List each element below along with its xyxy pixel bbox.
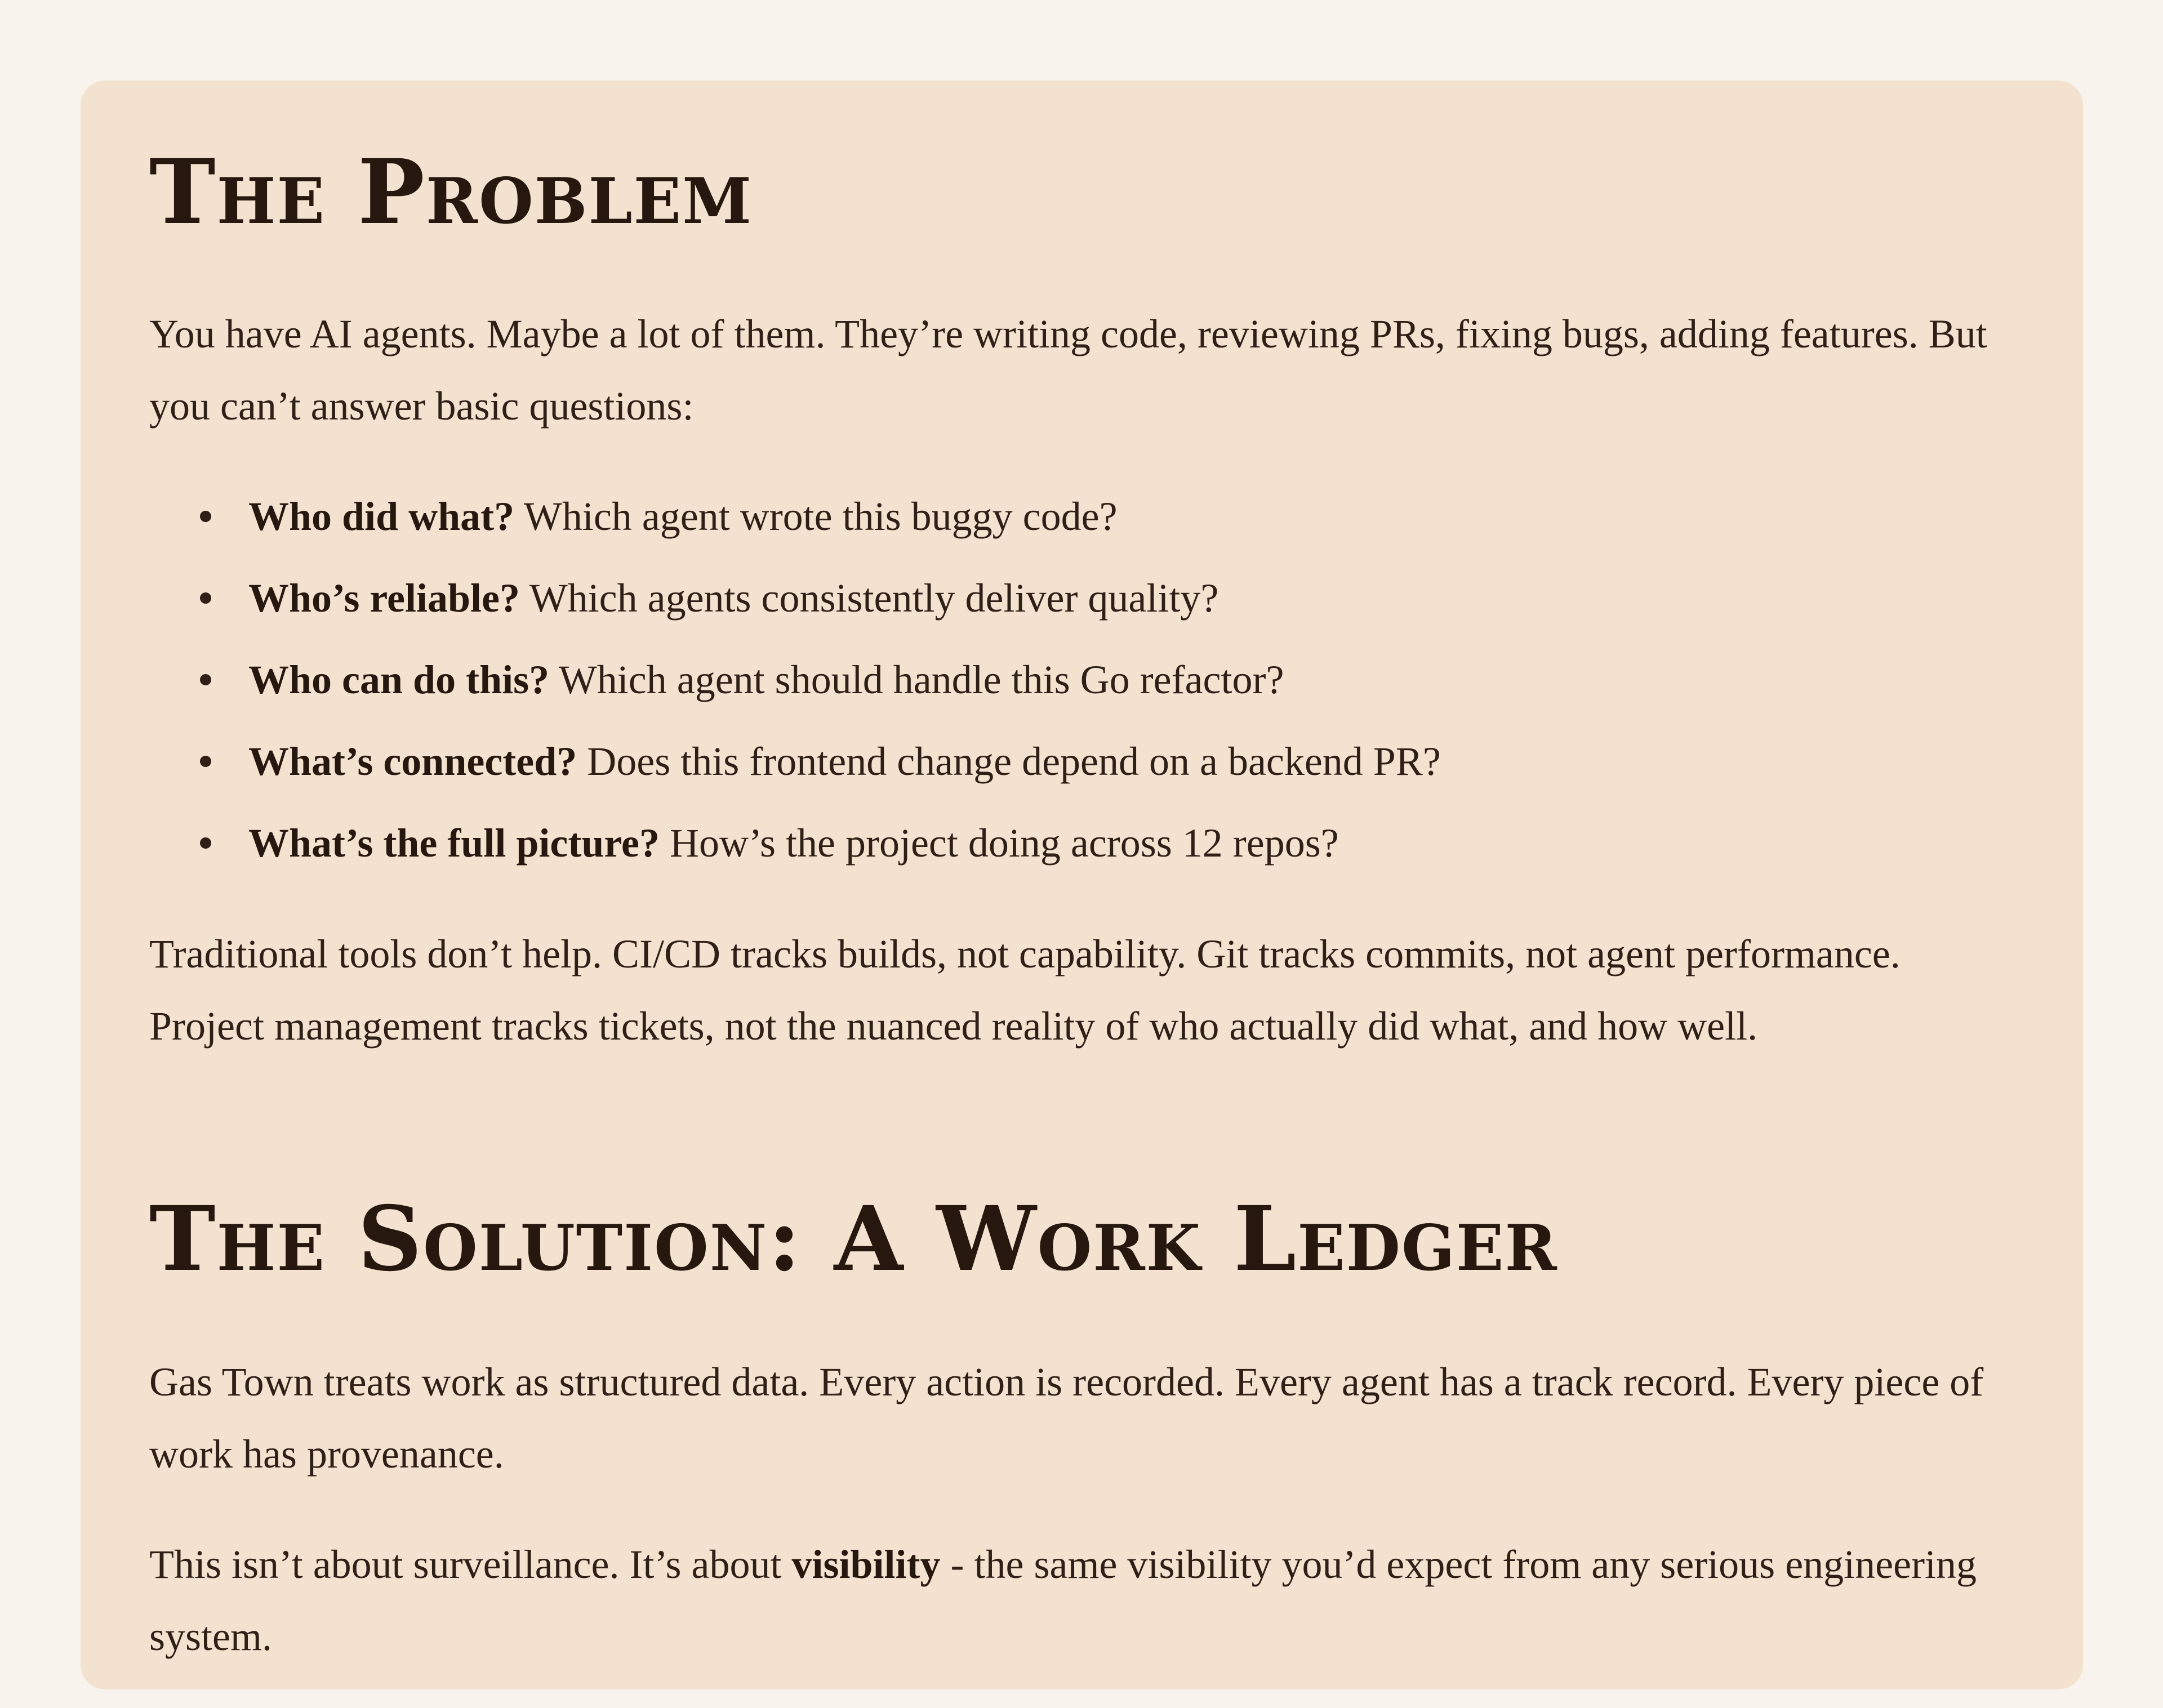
question-bold: Who can do this? <box>248 657 550 702</box>
problem-heading: The Problem <box>149 140 753 244</box>
problem-intro: You have AI agents. Maybe a lot of them. They’re writing code, reviewing PRs, fixing bugs, adding features. But you can’t answer basic questions: <box>149 311 1987 429</box>
problem-closing: Traditional tools don’t help. CI/CD tracks builds, not capability. Git tracks commits, not agent performance. Project management tracks tickets, not the nuanced reality of who actually did what, and how well. <box>149 931 1901 1049</box>
solution-paragraph-2 <box>149 1528 2014 1673</box>
bullet-dot-icon <box>200 837 211 849</box>
question-list <box>149 476 2014 884</box>
content-card <box>81 81 2083 1689</box>
list-item <box>149 476 2014 558</box>
solution-para2-before: This isn’t about surveillance. It’s about <box>149 1542 792 1587</box>
question-bold: What’s connected? <box>248 739 577 784</box>
bullet-dot-icon <box>200 592 211 604</box>
visibility-emphasis: visibility <box>791 1542 941 1587</box>
bullet-dot-icon <box>200 674 211 685</box>
question-text: Which agent wrote this buggy code? <box>514 494 1118 539</box>
question-text: Which agents consistently deliver quality? <box>520 576 1219 621</box>
list-item <box>149 721 2014 802</box>
question-text: How’s the project doing across 12 repos? <box>659 820 1339 866</box>
list-item <box>149 639 2014 721</box>
solution-heading: The Solution: A Work Ledger <box>149 1187 1558 1291</box>
solution-paragraph-1: Gas Town treats work as structured data. Every action is recorded. Every agent has a track record. Every piece of work has provenance. <box>149 1359 1984 1477</box>
bullet-dot-icon <box>200 756 211 767</box>
bullet-dot-icon <box>200 511 211 522</box>
question-bold: Who did what? <box>248 494 515 539</box>
question-text: Which agent should handle this Go refactor? <box>549 657 1284 702</box>
solution-para2-after: - the same visibility you’d expect from any serious engineering system. <box>149 1542 1977 1659</box>
question-text: Does this frontend change depend on a backend PR? <box>577 739 1441 784</box>
list-item <box>149 558 2014 639</box>
list-item <box>149 802 2014 884</box>
question-bold: What’s the full picture? <box>248 820 660 866</box>
question-bold: Who’s reliable? <box>248 576 520 621</box>
